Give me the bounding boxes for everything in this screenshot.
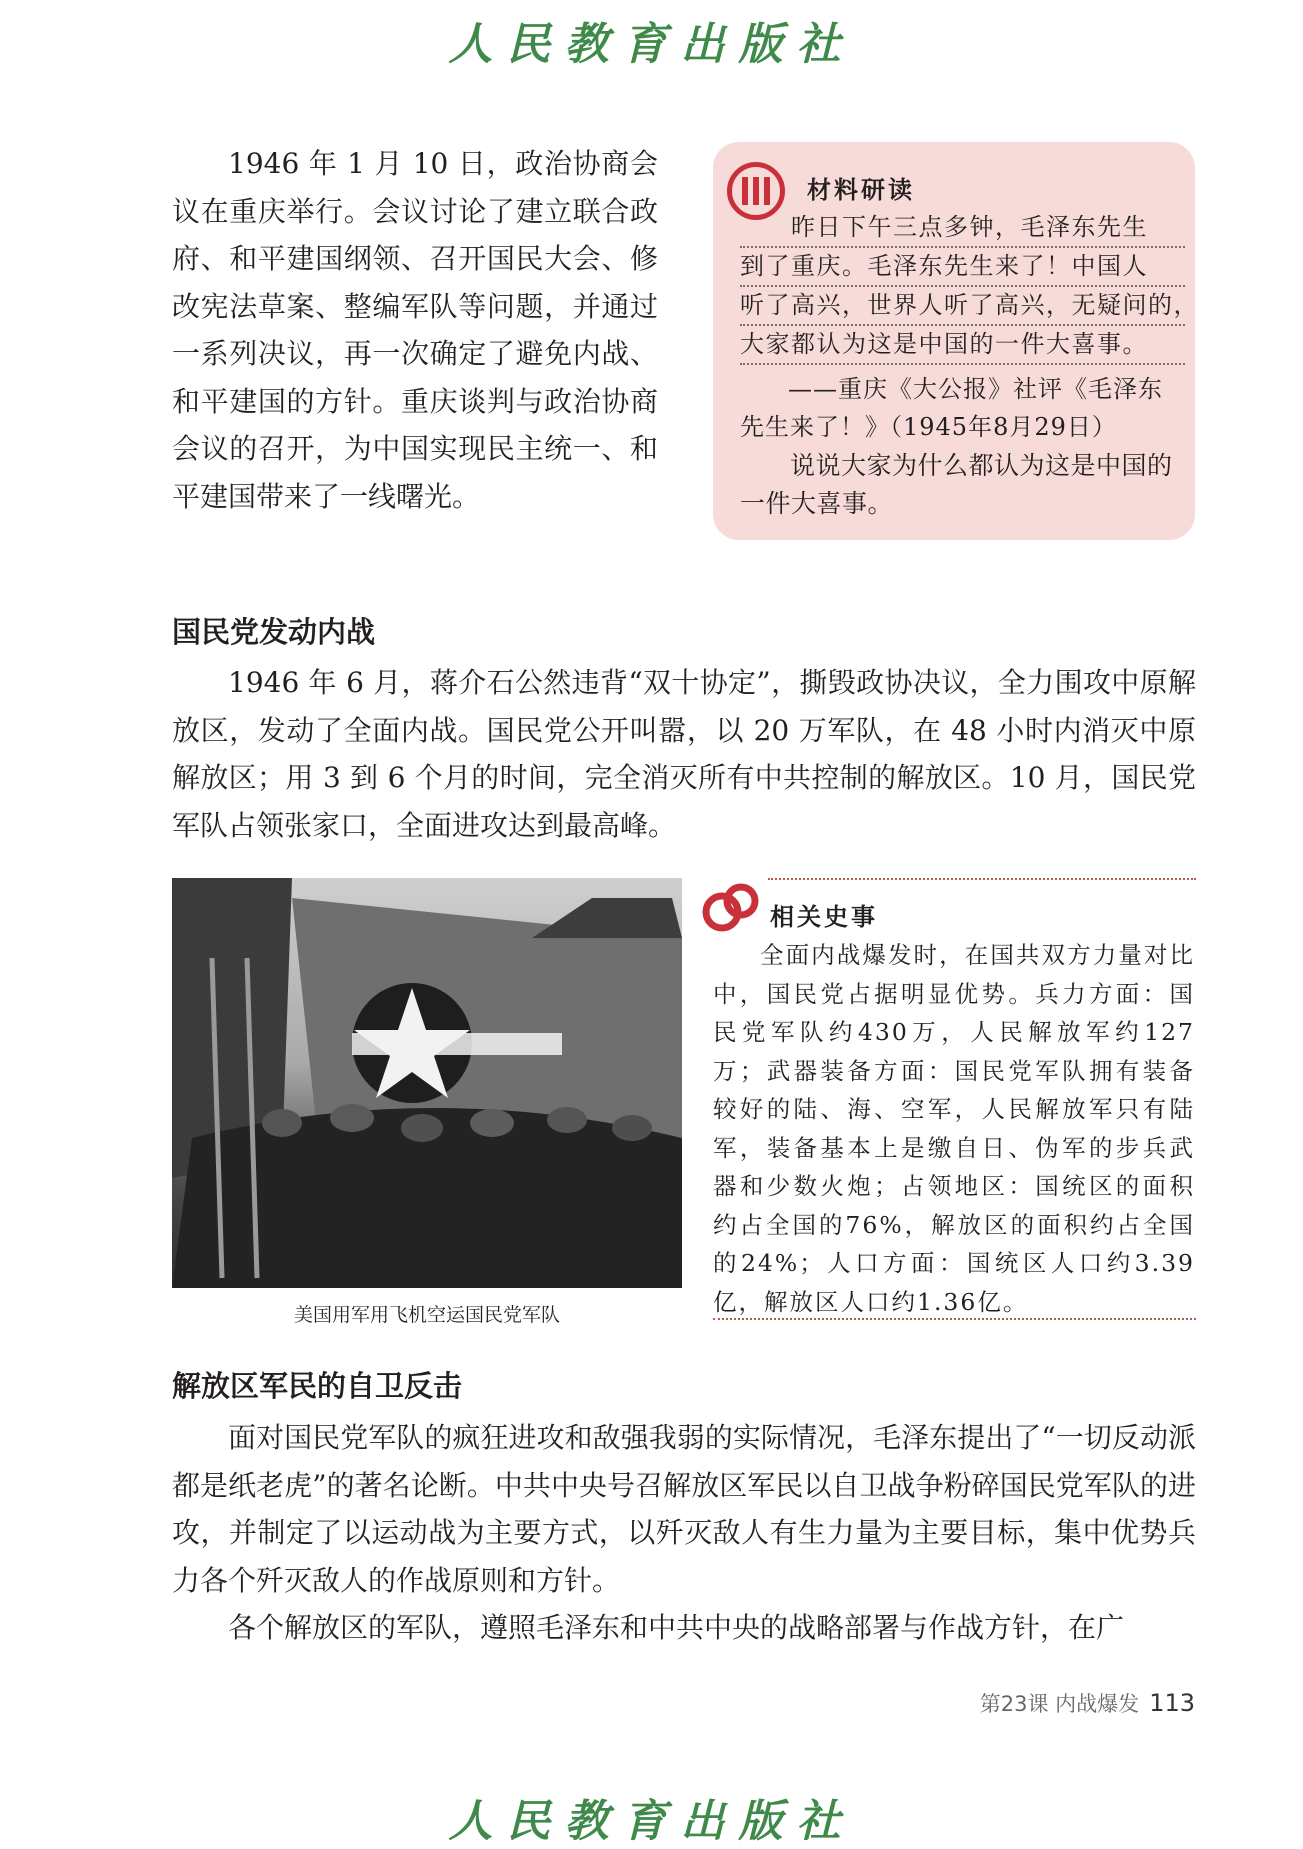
heading-self-defense: 解放区军民的自卫反击 xyxy=(172,1369,463,1403)
heading-kmt-civil-war: 国民党发动内战 xyxy=(172,615,376,649)
related-bottom-divider xyxy=(713,1318,1196,1320)
lesson-label: 第23课 内战爆发 xyxy=(979,1692,1140,1716)
related-events-title: 相关史事 xyxy=(770,903,878,931)
material-question: 说说大家为什么都认为这是中国的一件大喜事。 xyxy=(740,451,1173,518)
related-events-text: 全面内战爆发时，在国共双方力量对比中，国民党占据明显优势。兵力方面：国民党军队约430万，人民解放军约127万；武器装备方面：国民党军队拥有装备较好的陆、海、空军，人民解放军只有陆军，装备基本上是缴自日、伪军的步兵武器和少数火炮；占领地区：国统区的面积约占全国的76%，解放区的面积约占全国的24%；人口方面：国统区人口约3.39亿，解放区人口约1.36亿。 xyxy=(713,941,1195,1316)
quote-line: 听了高兴，世界人听了高兴，无疑问的， xyxy=(740,288,1185,326)
page-footer xyxy=(980,1688,1195,1718)
publisher-watermark-bottom: 人民教育出版社 xyxy=(448,1796,855,1847)
related-events-icon xyxy=(700,878,762,936)
paragraph-political-consultative: 1946 年 1 月 10 日，政治协商会议在重庆举行。会议讨论了建立联合政府、和平建国纲领、召开国民大会、修改宪法草案、整编军队等问题，并通过一系列决议，再一次确定了避免内战、和平建国的方针。重庆谈判与政治协商会议的召开，为中国实现民主统一、和平建国带来了一线曙光。 xyxy=(172,147,658,513)
publisher-watermark-top: 人民教育出版社 xyxy=(448,19,855,70)
paragraph-paper-tiger: 面对国民党军队的疯狂进攻和敌强我弱的实际情况，毛泽东提出了“一切反动派都是纸老虎”的著名论断。中共中央号召解放区军民以自卫战争粉碎国民党军队的进攻，并制定了以运动战为主要方式，以歼灭敌人有生力量为主要目标，集中优势兵力各个歼灭敌人的作战原则和方针。 xyxy=(172,1421,1196,1597)
quote-line: 昨日下午三点多钟，毛泽东先生 xyxy=(740,210,1185,248)
page-number: 113 xyxy=(1149,1689,1195,1717)
material-reading-title: 材料研读 xyxy=(807,176,915,204)
material-source: ——重庆《大公报》社评《毛泽东先生来了！》（1945年8月29日） xyxy=(740,375,1163,441)
material-reading-box xyxy=(713,142,1199,540)
paragraph-liberated-areas: 各个解放区的军队，遵照毛泽东和中共中央的战略部署与作战方针，在广 xyxy=(228,1611,1125,1644)
quote-line: 大家都认为这是中国的一件大喜事。 xyxy=(740,327,1185,365)
photo-caption: 美国用军用飞机空运国民党军队 xyxy=(293,1304,560,1326)
paragraph-civil-war-outbreak: 1946 年 6 月，蒋介石公然违背“双十协定”，撕毁政协决议，全力围攻中原解放区，发动了全面内战。国民党公开叫嚣，以 20 万军队，在 48 小时内消灭中原解放区；用 3 到 6 个月的时间，完全消灭所有中共控制的解放区。10 月，国民党军队占领张家口，全面进攻达到最高峰。 xyxy=(172,666,1196,842)
historical-photo xyxy=(172,878,682,1288)
material-quote xyxy=(740,210,1199,366)
airplane-soldiers-image xyxy=(172,878,682,1288)
quote-line: 到了重庆。毛泽东先生来了！中国人 xyxy=(740,249,1185,287)
related-top-divider xyxy=(768,878,1196,880)
